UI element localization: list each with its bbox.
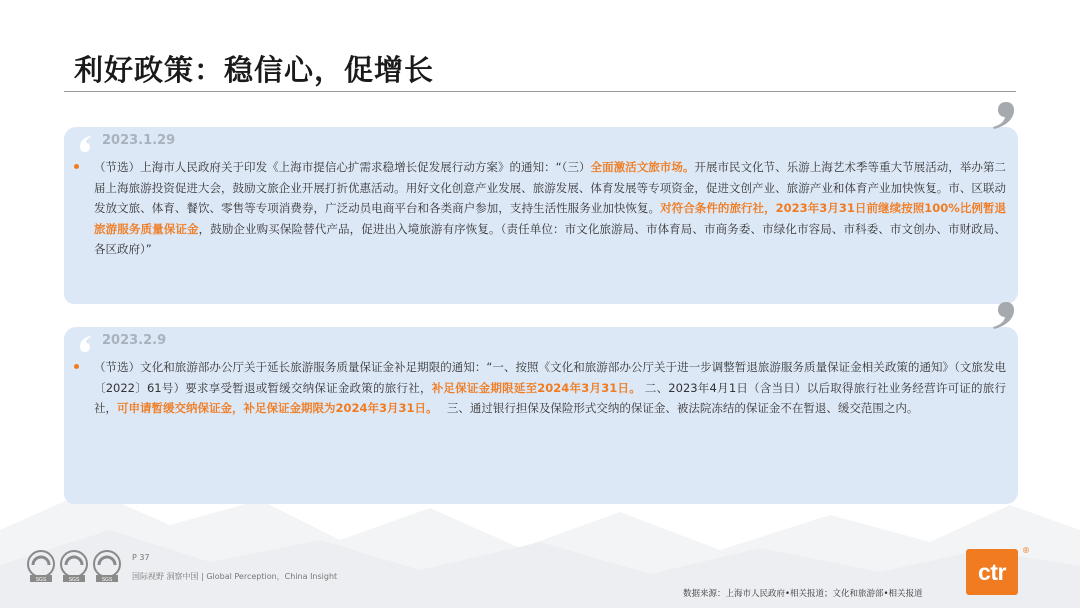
card-date: 2023.2.9 [102, 333, 167, 348]
bullet-dot [74, 364, 79, 369]
highlight-segment: 全面激活文旅市场。 [590, 160, 695, 174]
text-segment: 三、通过银行担保及保险形式交纳的保证金、被法院冻结的保证金不在暂退、缓交范围之内。 [431, 401, 919, 415]
quote-open-icon [78, 335, 92, 353]
quote-close-icon [990, 101, 1018, 131]
registered-mark: ® [1022, 546, 1030, 555]
text-segment: ，鼓励企业购买保险替代产品，促进出入境旅游有序恢复。（责任单位：市文化旅游局、市体育局、市商务委、市绿化市容局、市科委、市文创办、市财政局、各区政府）” [94, 221, 1007, 256]
policy-card-1 [64, 127, 1018, 304]
sgs-certification-badges [26, 549, 122, 583]
footer-slogan: 国际视野 洞察中国 | Global Perception，China Insight [132, 572, 338, 581]
quote-open-icon [78, 135, 92, 153]
card-paragraph [94, 157, 1006, 260]
page-number: P 37 [132, 553, 150, 562]
ctr-logo: ctr [966, 549, 1018, 595]
title-divider [64, 91, 1016, 92]
card-date: 2023.1.29 [102, 133, 176, 148]
policy-card-2 [64, 327, 1018, 504]
text-segment: 开展市民文化节、乐游上海艺术季等重大节展活动，举办第二届上海旅游投资促进大会，鼓励文旅企业开展打折优惠活动。用好文化创意产业发展、旅游发展、体育发展等专项资金，促进文创产业、旅游产业和体育产业加快恢复。市、区联动发放文旅、体育、餐饮、零售等专项消费券，广泛动员电商平台和各类商户参加，支持生活性服务业加快恢复。 [94, 160, 1007, 215]
data-source: 数据来源：上海市人民政府•相关报道；文化和旅游部•相关报道 [683, 589, 923, 599]
badge-label: SGS [68, 577, 80, 583]
page-title: 利好政策：稳信心，促增长 [74, 53, 435, 87]
text-segment: 二、2023年4月1日（含当日）以后取得旅行社业务经营许可证的旅行社， [94, 380, 1006, 415]
card-paragraph [94, 357, 1006, 419]
highlight-segment: 对符合条件的旅行社，2023年3月31日前继续按照100%比例暂退旅游服务质量保证金 [94, 201, 1006, 236]
card-tab [64, 137, 90, 304]
quote-close-icon [990, 301, 1018, 331]
highlight-segment: 补足保证金期限延至2024年3月31日。 [431, 380, 641, 395]
badge-label: SGS [35, 577, 47, 583]
highlight-segment: 可申请暂缓交纳保证金，补足保证金期限为2024年3月31日。 [117, 401, 432, 415]
badge-label: SGS [101, 577, 113, 583]
text-segment: （节选）文化和旅游部办公厅关于延长旅游服务质量保证金补足期限的通知：“一、按照《文化和旅游部办公厅关于进一步调整暂退旅游服务质量保证金相关政策的通知》（文旅发电〔2022〕61号）要求享受暂退或暂缓交纳保证金政策的旅行社， [94, 360, 1006, 395]
text-segment: （节选）上海市人民政府关于印发《上海市提信心扩需求稳增长促发展行动方案》的通知：“（三） [94, 160, 591, 174]
card-tab [64, 337, 90, 504]
bullet-dot [74, 164, 79, 169]
